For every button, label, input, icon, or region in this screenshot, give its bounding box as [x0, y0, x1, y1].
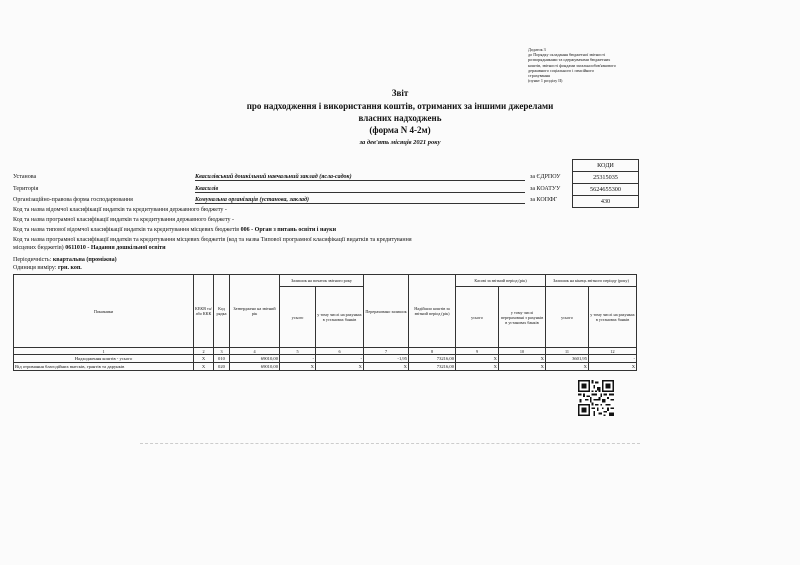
unit-value: грн. коп.: [57, 265, 82, 271]
table-row: [14, 355, 637, 363]
report-title: Звіт: [391, 88, 409, 98]
row-approved: 69010,00: [230, 363, 280, 371]
row-received: 73216,00: [409, 355, 456, 363]
row-code: 020: [214, 363, 230, 371]
institution-value: Квасилівський дошкільний навчальний заклад (ясла-садок): [195, 174, 525, 181]
col-number: 7: [364, 348, 409, 355]
col-number: 1: [14, 348, 194, 355]
periodicity-value: квартальна (проміжна): [52, 257, 117, 263]
territory-label: Територія: [13, 186, 39, 192]
header-start-total: усього: [280, 287, 316, 348]
kopfg-code: 430: [573, 196, 639, 208]
col-number: 10: [499, 348, 546, 355]
territory-value: Квасилів: [195, 186, 525, 193]
col-number: 6: [316, 348, 364, 355]
column-numbers-row: [14, 348, 637, 355]
report-form-number: (форма N 4-2м): [369, 125, 431, 135]
col-number: 3: [214, 348, 230, 355]
appendix-line: коштів, звітності фондами загальнообов'язкового: [528, 62, 616, 68]
header-end-balance: Залишок на кінець звітного періоду (року): [546, 275, 637, 287]
row-spent-transferred: X: [499, 363, 546, 371]
appendix-line: до Порядку складання бюджетної звітності: [528, 52, 606, 58]
row-name: Надходження коштів - усього: [14, 355, 194, 363]
col-number: 12: [589, 348, 637, 355]
row-received: 73216,00: [409, 363, 456, 371]
header-indicator: Показники: [14, 275, 194, 348]
header-end-banks: у тому числі на рахунках в установах банків: [589, 287, 637, 348]
row-kekv: X: [194, 363, 214, 371]
appendix-line: страхування: [528, 73, 550, 79]
koatuu-label: за КОАТУУ: [530, 186, 561, 192]
row-end-total: X: [546, 363, 589, 371]
row-code: 010: [214, 355, 230, 363]
koatuu-code: 5624655300: [573, 184, 639, 196]
col-number: 8: [409, 348, 456, 355]
row-start-banks: X: [316, 363, 364, 371]
unit: [13, 265, 82, 271]
header-row-code: Код рядка: [214, 275, 230, 348]
report-subtitle: про надходження і використання коштів, отриманих за іншими джерелами: [246, 101, 554, 111]
row-start-total: -: [280, 355, 316, 363]
local-dept-value: 006 - Орган з питань освіти і науки: [240, 227, 337, 233]
header-start-balance: Залишок на початок звітного року: [280, 275, 364, 287]
codes-table: [572, 159, 639, 208]
header-spent-total: усього: [456, 287, 499, 348]
row-start-total: X: [280, 363, 316, 371]
edrpou-label: за ЄДРПОУ: [530, 174, 561, 180]
codes-header: КОДИ: [573, 160, 639, 172]
appendix-note: [528, 47, 638, 83]
appendix-line: розпорядниками та одержувачами бюджетних: [528, 57, 611, 63]
col-number: 11: [546, 348, 589, 355]
local-program-classification: Код та назва програмної класифікації видатків та кредитування місцевих бюджетів (код та назва Типової програмної класифікації видатків та кредитування: [13, 237, 412, 243]
col-number: 2: [194, 348, 214, 355]
state-program-classification: Код та назва програмної класифікації видатків та кредитування державного бюджету -: [13, 217, 234, 223]
appendix-line: державного соціального і пенсійного: [528, 67, 595, 73]
header-spent-transferred: у тому числі перераховані з рахунків в установах банків: [499, 287, 546, 348]
header-kekv: КЕКВ та/або ККК: [194, 275, 214, 348]
header-approved: Затверджено на звітний рік: [230, 275, 280, 348]
header-start-banks: у тому числі на рахунках в установах банків: [316, 287, 364, 348]
legal-form-label: Організаційно-правова форма господарювання: [13, 197, 133, 203]
appendix-line: (пункт 1 розділу II): [528, 78, 563, 84]
row-spent-transferred: X: [499, 355, 546, 363]
header-spent: Касові за звітний період (рік): [456, 275, 546, 287]
row-kekv: X: [194, 355, 214, 363]
row-end-total: 3601,95: [546, 355, 589, 363]
header-end-total: усього: [546, 287, 589, 348]
institution-label: Установа: [13, 174, 37, 180]
report-subtitle-2: власних надходжень: [358, 113, 442, 123]
row-approved: 69010,00: [230, 355, 280, 363]
row-transferred: -1,95: [364, 355, 409, 363]
appendix-line: Додаток 3: [528, 47, 546, 52]
row-end-banks: -: [589, 355, 637, 363]
col-number: 9: [456, 348, 499, 355]
table-row: [14, 363, 637, 371]
local-program-value: 0611010 - Надання дошкільної освіти: [65, 245, 166, 251]
report-table: [13, 274, 637, 371]
periodicity-label: Періодичність:: [13, 257, 53, 263]
local-dept-prefix: Код та назва типової відомчої класифікації видатків та кредитування місцевих бюджетів: [13, 227, 241, 233]
qr-code-icon: [578, 380, 614, 416]
unit-label: Одиниця виміру:: [13, 265, 58, 271]
local-dept-classification: [13, 227, 336, 233]
col-number: 4: [230, 348, 280, 355]
row-start-banks: -: [316, 355, 364, 363]
state-dept-classification: Код та назва відомчої класифікації видатків та кредитування державного бюджету -: [13, 207, 227, 213]
local-program-classification-2: [13, 245, 166, 251]
periodicity: [13, 257, 117, 263]
row-end-banks: X: [589, 363, 637, 371]
row-spent-total: X: [456, 355, 499, 363]
report-period: за дев'ять місяців 2021 року: [359, 139, 441, 146]
row-name: Від отримання благодійних внесків, грантів та дарунків: [14, 363, 194, 371]
legal-form-value: Комунальна організація (установа, заклад): [195, 197, 525, 204]
header-received: Надійшло коштів за звітний період (рік): [409, 275, 456, 348]
row-spent-total: X: [456, 363, 499, 371]
row-transferred: X: [364, 363, 409, 371]
local-program-prefix: місцевих бюджетів): [13, 245, 66, 251]
header-transferred: Перераховано залишок: [364, 275, 409, 348]
edrpou-code: 25315035: [573, 172, 639, 184]
kopfg-label: за КОПФГ: [530, 197, 558, 203]
col-number: 5: [280, 348, 316, 355]
scan-divider: [140, 443, 640, 444]
